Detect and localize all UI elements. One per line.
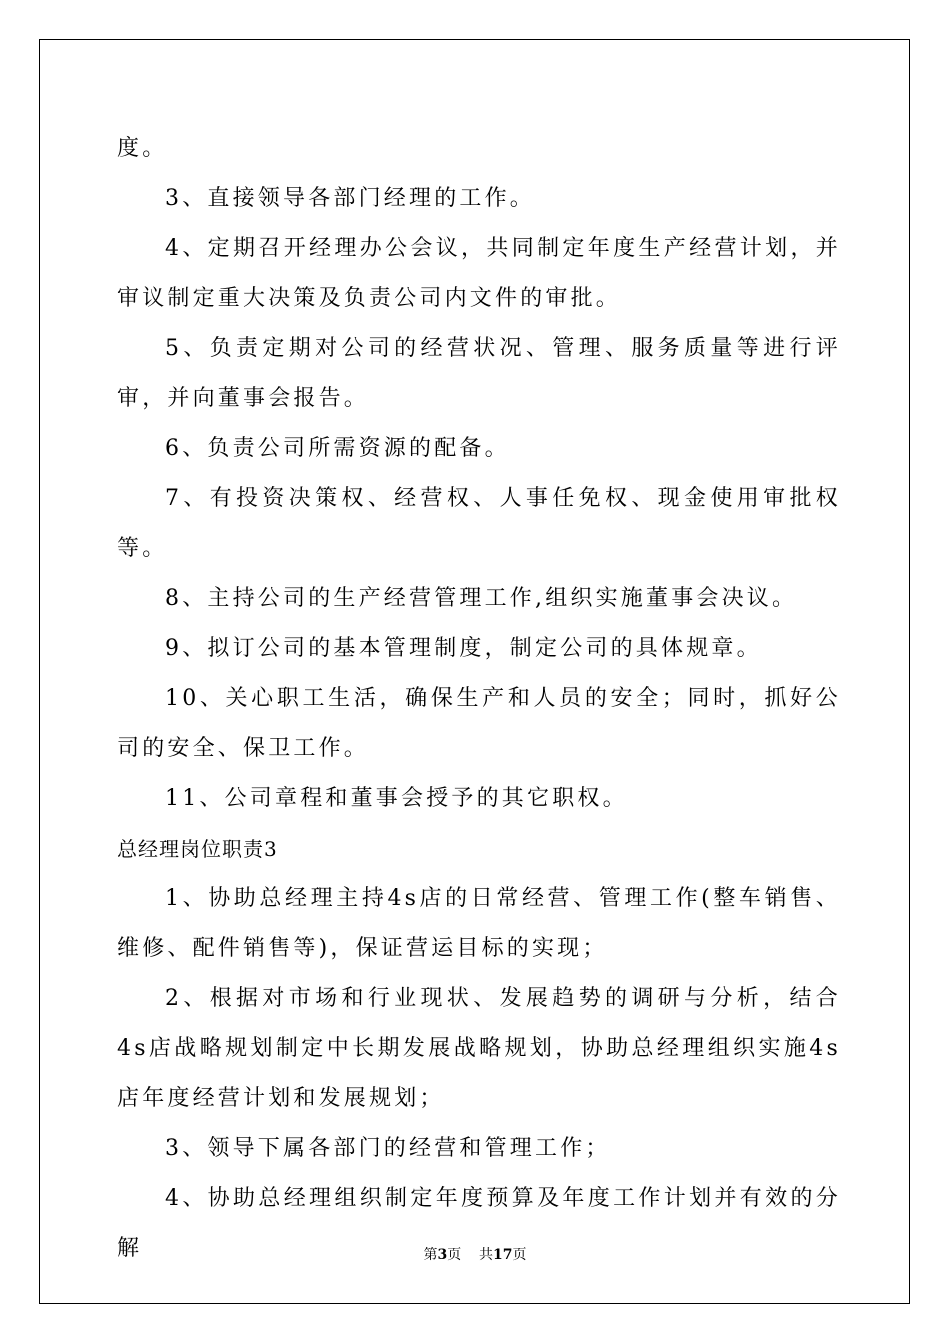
document-body: [117, 124, 841, 1274]
page-prefix: 第: [423, 1247, 438, 1263]
paragraph: 3、领导下属各部门的经营和管理工作；: [165, 1136, 611, 1161]
paragraph: 5、负责定期对公司的经营状况、管理、服务质量等进行评审，并向董事会报告。: [117, 336, 841, 411]
paragraph: 9、拟订公司的基本管理制度，制定公司的具体规章。: [165, 636, 762, 661]
paragraph: 4、定期召开经理办公会议，共同制定年度生产经营计划，并审议制定重大决策及负责公司内文件的审批。: [117, 236, 841, 311]
paragraph: 10、关心职工生活，确保生产和人员的安全；同时，抓好公司的安全、保卫工作。: [117, 686, 841, 761]
paragraph: 8、主持公司的生产经营管理工作,组织实施董事会决议。: [165, 586, 798, 611]
paragraph: 3、直接领导各部门经理的工作。: [165, 186, 535, 211]
paragraph: 7、有投资决策权、经营权、人事任免权、现金使用审批权等。: [117, 486, 841, 561]
section-heading: 总经理岗位职责3: [117, 837, 278, 861]
paragraph: 6、负责公司所需资源的配备。: [165, 436, 510, 461]
paragraph: 11、公司章程和董事会授予的其它职权。: [165, 786, 628, 811]
page-suffix: 页: [447, 1247, 462, 1263]
paragraph: 4、协助总经理组织制定年度预算及年度工作计划并有效的分解: [117, 1186, 841, 1261]
total-prefix: 共: [479, 1247, 494, 1263]
total-suffix: 页: [512, 1247, 527, 1263]
total-pages: 17: [493, 1247, 513, 1263]
paragraph: 2、根据对市场和行业现状、发展趋势的调研与分析，结合4s店战略规划制定中长期发展战略规划，协助总经理组织实施4s店年度经营计划和发展规划；: [117, 986, 841, 1111]
paragraph: 1、协助总经理主持4s店的日常经营、管理工作(整车销售、维修、配件销售等)，保证营运目标的实现；: [117, 886, 841, 961]
page-number: 3: [437, 1247, 448, 1263]
page-footer: [0, 1244, 950, 1264]
paragraph: 度。: [117, 136, 168, 161]
